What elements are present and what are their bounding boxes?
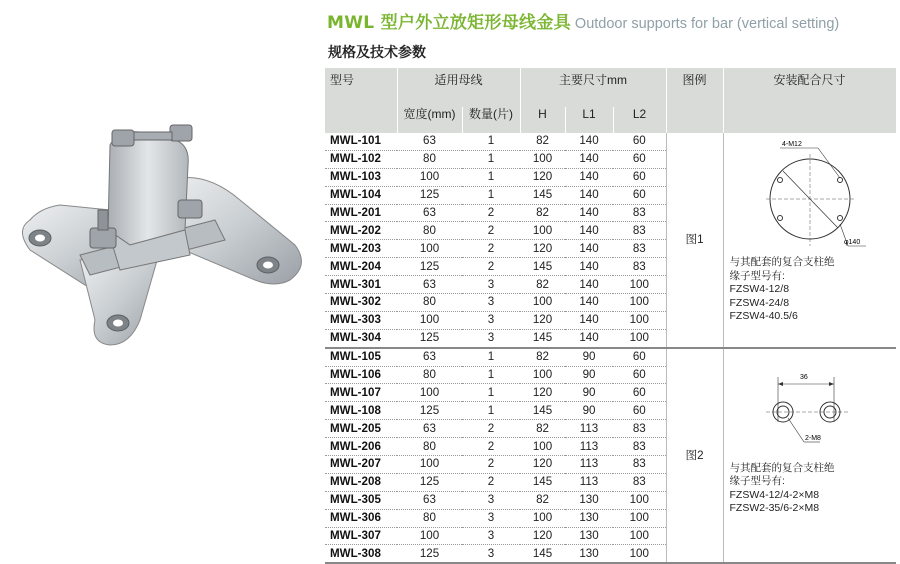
header-blank-2: [666, 107, 723, 133]
cell-model: MWL-301: [325, 276, 397, 294]
cell-width: 63: [397, 348, 462, 366]
header-l1: L1: [565, 107, 613, 133]
cell-l1: 140: [565, 240, 613, 258]
header-blank-3: [723, 107, 896, 133]
insulator-model: FZSW4-12/8: [729, 283, 790, 295]
spec-table-body: [325, 133, 896, 563]
cell-h: 120: [520, 240, 565, 258]
cell-qty: 2: [462, 456, 520, 474]
title-en: Outdoor supports for bar (vertical setting): [574, 16, 840, 32]
cell-qty: 2: [462, 204, 520, 222]
cell-h: 82: [520, 420, 565, 438]
cell-model: MWL-308: [325, 545, 397, 563]
cell-model: MWL-305: [325, 491, 397, 509]
cell-l2: 83: [613, 240, 666, 258]
cell-l2: 60: [613, 366, 666, 384]
cell-model: MWL-303: [325, 311, 397, 329]
cell-qty: 1: [462, 168, 520, 186]
cell-h: 145: [520, 473, 565, 491]
cell-l1: 130: [565, 509, 613, 527]
cell-l2: 60: [613, 150, 666, 168]
cell-qty: 3: [462, 527, 520, 545]
insulator-list: [730, 256, 897, 324]
cell-model: MWL-204: [325, 258, 397, 276]
cell-h: 120: [520, 456, 565, 474]
cell-width: 80: [397, 222, 462, 240]
cell-h: 100: [520, 294, 565, 312]
cell-qty: 1: [462, 366, 520, 384]
cell-model: MWL-207: [325, 456, 397, 474]
cell-h: 120: [520, 311, 565, 329]
cell-qty: 1: [462, 384, 520, 402]
cell-qty: 1: [462, 186, 520, 204]
cell-h: 82: [520, 276, 565, 294]
cell-l2: 83: [613, 258, 666, 276]
cell-l2: 100: [613, 276, 666, 294]
cell-width: 125: [397, 186, 462, 204]
header-model: 型号: [325, 68, 397, 107]
cell-l2: 100: [613, 545, 666, 563]
insulator-title: 与其配套的复合支柱绝缘子型号有:: [729, 461, 835, 488]
spec-table: [325, 68, 897, 564]
cell-width: 100: [397, 240, 462, 258]
cell-l1: 113: [565, 456, 613, 474]
cell-width: 80: [397, 509, 462, 527]
cell-l1: 140: [565, 311, 613, 329]
cell-l2: 60: [613, 348, 666, 366]
cell-model: MWL-102: [325, 150, 397, 168]
cell-width: 125: [397, 545, 462, 563]
cell-width: 100: [397, 168, 462, 186]
cell-model: MWL-201: [325, 204, 397, 222]
insulator-title: 与其配套的复合支柱绝缘子型号有:: [729, 256, 835, 282]
cell-l2: 83: [613, 473, 666, 491]
install-cell: [723, 348, 896, 564]
insulator-model: FZSW4-24/8: [729, 296, 790, 309]
cell-l1: 113: [565, 420, 613, 438]
cell-width: 125: [397, 329, 462, 347]
diagram-bolt-label: 4-M12: [781, 141, 802, 148]
cell-l1: 130: [565, 491, 613, 509]
header-qty: 数量(片): [462, 107, 520, 133]
cell-l2: 60: [613, 186, 666, 204]
cell-qty: 1: [462, 150, 520, 168]
section-subtitle: 规格及技术参数: [328, 45, 426, 61]
cell-qty: 2: [462, 258, 520, 276]
cell-width: 80: [397, 438, 462, 456]
cell-width: 63: [397, 276, 462, 294]
cell-width: 125: [397, 402, 462, 420]
cell-h: 145: [520, 402, 565, 420]
cell-l2: 83: [613, 420, 666, 438]
cell-l1: 140: [565, 222, 613, 240]
cell-qty: 3: [462, 509, 520, 527]
cell-l1: 140: [565, 133, 613, 150]
cell-l1: 90: [565, 366, 613, 384]
header-l2: L2: [613, 107, 666, 133]
cell-model: MWL-203: [325, 240, 397, 258]
install-cell: [723, 133, 896, 348]
header-figure: 图例: [666, 68, 723, 107]
table-row: [325, 348, 896, 366]
cell-model: MWL-302: [325, 294, 397, 312]
cell-h: 120: [520, 168, 565, 186]
cell-l1: 90: [565, 402, 613, 420]
cell-h: 120: [520, 527, 565, 545]
insulator-list: [730, 462, 897, 516]
cell-l1: 140: [565, 150, 613, 168]
cell-l2: 83: [613, 456, 666, 474]
diagram-bolt-label: 2-M8: [804, 434, 821, 442]
cell-l2: 83: [613, 222, 666, 240]
figure1-diagram: [758, 136, 868, 256]
insulator-model: FZSW4-40.5/6: [729, 310, 798, 322]
cell-model: MWL-208: [325, 473, 397, 491]
cell-h: 82: [520, 491, 565, 509]
cell-h: 145: [520, 329, 565, 347]
cell-model: MWL-103: [325, 168, 397, 186]
cell-l1: 90: [565, 348, 613, 366]
product-photo: [0, 70, 315, 370]
cell-l2: 83: [613, 204, 666, 222]
cell-l2: 100: [613, 527, 666, 545]
cell-qty: 1: [462, 133, 520, 150]
cell-model: MWL-205: [325, 420, 397, 438]
insulator-model: FZSW2-35/6-2×M8: [729, 502, 820, 515]
cell-width: 100: [397, 527, 462, 545]
cell-qty: 3: [462, 491, 520, 509]
cell-l2: 60: [613, 168, 666, 186]
cell-model: MWL-107: [325, 384, 397, 402]
figure-label: 图1: [666, 133, 723, 348]
cell-width: 80: [397, 366, 462, 384]
cell-model: MWL-101: [325, 133, 397, 150]
cell-model: MWL-106: [325, 366, 397, 384]
cell-l1: 140: [565, 204, 613, 222]
cell-qty: 2: [462, 240, 520, 258]
cell-qty: 2: [462, 420, 520, 438]
cell-h: 100: [520, 150, 565, 168]
cell-qty: 2: [462, 438, 520, 456]
cell-qty: 1: [462, 402, 520, 420]
cell-model: MWL-206: [325, 438, 397, 456]
cell-l1: 140: [565, 329, 613, 347]
cell-l1: 140: [565, 168, 613, 186]
cell-l1: 130: [565, 527, 613, 545]
cell-qty: 1: [462, 348, 520, 366]
cell-l1: 140: [565, 294, 613, 312]
cell-l1: 113: [565, 473, 613, 491]
cell-l2: 100: [613, 329, 666, 347]
cell-width: 100: [397, 311, 462, 329]
cell-l1: 140: [565, 186, 613, 204]
cell-h: 82: [520, 348, 565, 366]
cell-h: 82: [520, 133, 565, 150]
cell-width: 63: [397, 491, 462, 509]
figure2-diagram: [758, 352, 868, 462]
cell-h: 100: [520, 438, 565, 456]
cell-l2: 100: [613, 311, 666, 329]
cell-l2: 100: [613, 509, 666, 527]
diagram-spacing-label: 36: [799, 373, 808, 381]
cell-width: 63: [397, 204, 462, 222]
cell-h: 145: [520, 186, 565, 204]
cell-h: 145: [520, 545, 565, 563]
cell-h: 100: [520, 366, 565, 384]
cell-qty: 3: [462, 276, 520, 294]
cell-model: MWL-304: [325, 329, 397, 347]
cell-l1: 90: [565, 384, 613, 402]
header-install: 安装配合尺寸: [723, 68, 896, 107]
cell-l2: 60: [613, 133, 666, 150]
cell-width: 125: [397, 473, 462, 491]
cell-width: 63: [397, 420, 462, 438]
cell-qty: 3: [462, 311, 520, 329]
figure-label: 图2: [666, 348, 723, 564]
cell-qty: 3: [462, 545, 520, 563]
page-title: [327, 8, 839, 33]
cell-model: MWL-104: [325, 186, 397, 204]
cell-l2: 100: [613, 491, 666, 509]
header-width: 宽度(mm): [397, 107, 462, 133]
insulator-model: FZSW4-12/4-2×M8: [729, 488, 820, 501]
cell-width: 100: [397, 384, 462, 402]
cell-l2: 60: [613, 384, 666, 402]
cell-model: MWL-307: [325, 527, 397, 545]
cell-qty: 3: [462, 329, 520, 347]
cell-l2: 100: [613, 294, 666, 312]
cell-model: MWL-306: [325, 509, 397, 527]
cell-width: 125: [397, 258, 462, 276]
cell-width: 80: [397, 294, 462, 312]
header-blank: [325, 107, 397, 133]
diagram-diameter-label: φ140: [843, 239, 860, 246]
cell-model: MWL-105: [325, 348, 397, 366]
cell-l2: 60: [613, 402, 666, 420]
cell-h: 120: [520, 384, 565, 402]
title-cn: MWL 型户外立放矩形母线金具: [327, 13, 571, 33]
cell-width: 80: [397, 150, 462, 168]
cell-h: 100: [520, 509, 565, 527]
cell-l1: 140: [565, 258, 613, 276]
cell-model: MWL-108: [325, 402, 397, 420]
cell-width: 63: [397, 133, 462, 150]
header-dimensions: 主要尺寸mm: [520, 68, 666, 107]
cell-l1: 113: [565, 438, 613, 456]
cell-h: 100: [520, 222, 565, 240]
cell-qty: 2: [462, 473, 520, 491]
cell-l1: 130: [565, 545, 613, 563]
cell-l1: 140: [565, 276, 613, 294]
cell-h: 82: [520, 204, 565, 222]
header-h: H: [520, 107, 565, 133]
cell-width: 100: [397, 456, 462, 474]
cell-qty: 3: [462, 294, 520, 312]
cell-l2: 83: [613, 438, 666, 456]
header-busbar: 适用母线: [397, 68, 520, 107]
cell-qty: 2: [462, 222, 520, 240]
cell-h: 145: [520, 258, 565, 276]
table-row: [325, 133, 896, 150]
cell-model: MWL-202: [325, 222, 397, 240]
